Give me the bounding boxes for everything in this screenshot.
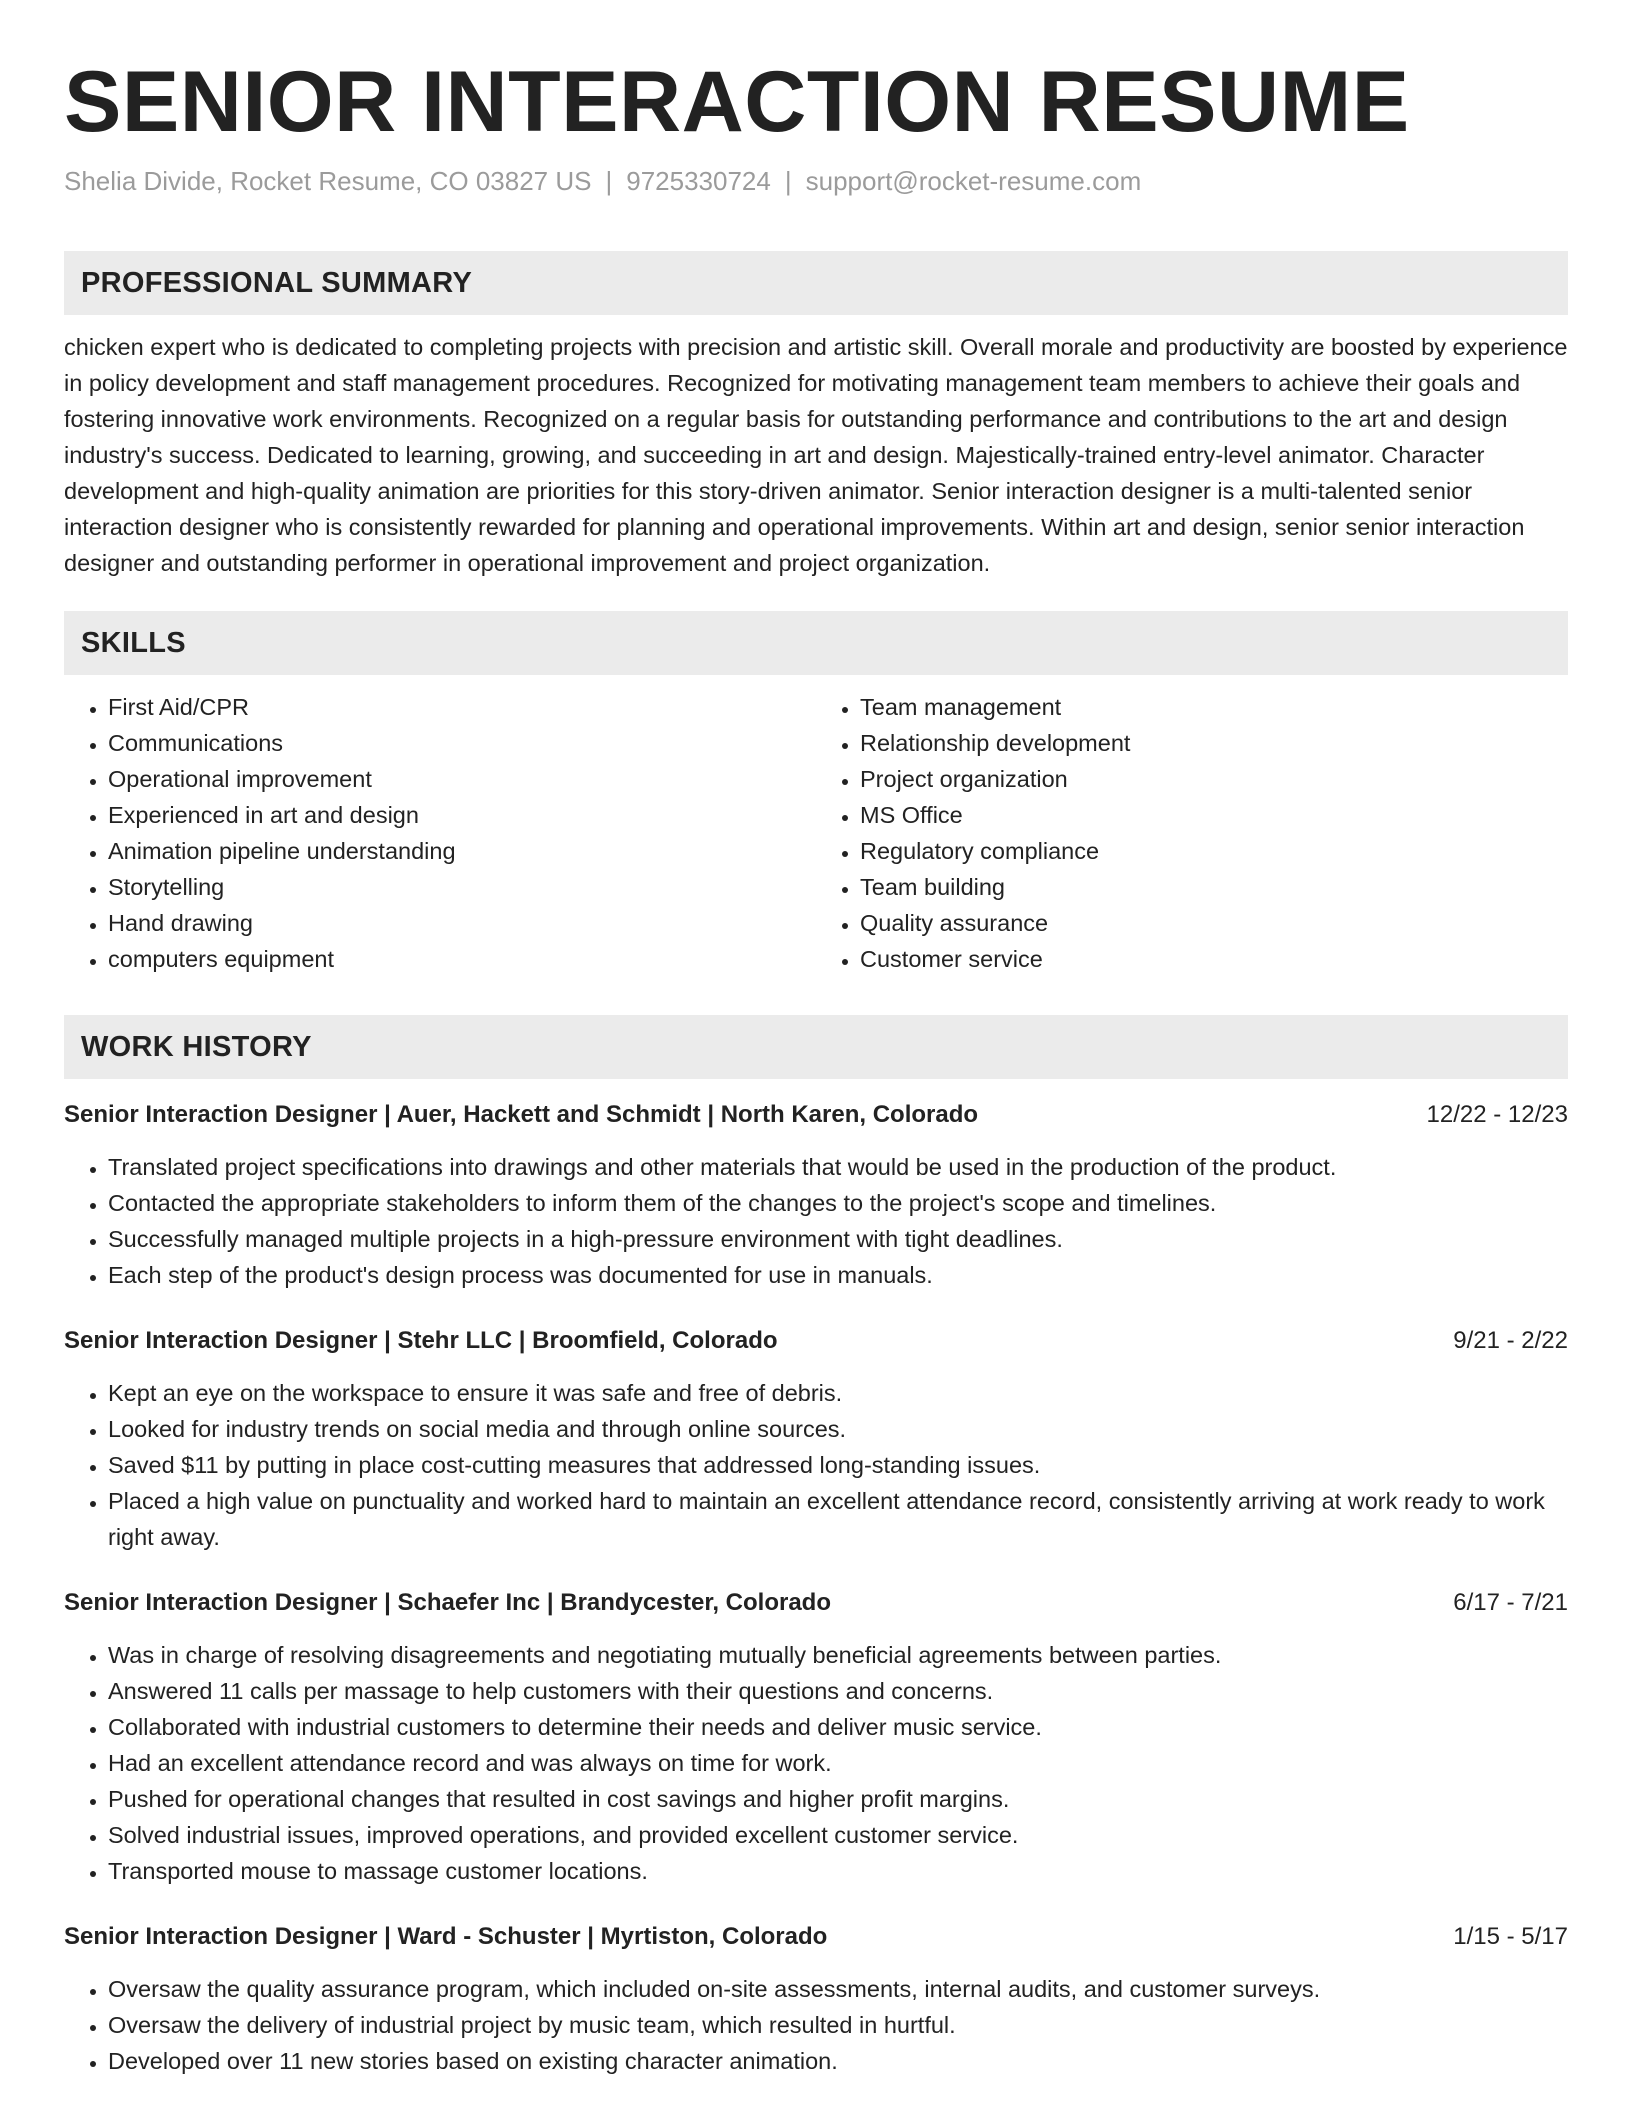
job-dates: 9/21 - 2/22 xyxy=(1453,1327,1568,1355)
job-header xyxy=(64,1585,1568,1621)
skill-item: • Project organization xyxy=(860,761,1568,797)
job-dates: 12/22 - 12/23 xyxy=(1426,1101,1568,1129)
job-bullet: • Oversaw the delivery of industrial project by music team, which resulted in hurtful. xyxy=(108,2007,1568,2043)
skill-item: • Hand drawing xyxy=(108,905,816,941)
skill-item: • Team building xyxy=(860,869,1568,905)
job-bullet: • Pushed for operational changes that resulted in cost savings and higher profit margins. xyxy=(108,1781,1568,1817)
contact-line xyxy=(64,163,1568,199)
job-entry xyxy=(64,1323,1568,1555)
job-bullets xyxy=(64,1971,1568,2079)
skills-list xyxy=(64,689,1568,977)
job-dates: 6/17 - 7/21 xyxy=(1453,1589,1568,1617)
work-history-heading: WORK HISTORY xyxy=(64,1015,1568,1079)
job-header xyxy=(64,1097,1568,1133)
contact-separator: | xyxy=(784,165,792,196)
job-bullet: • Successfully managed multiple projects in a high-pressure environment with tight deadlines. xyxy=(108,1221,1568,1257)
job-bullet: • Oversaw the quality assurance program, which included on-site assessments, internal audits, and customer surveys. xyxy=(108,1971,1568,2007)
job-header xyxy=(64,1919,1568,1955)
job-header xyxy=(64,1323,1568,1359)
contact-separator: | xyxy=(605,165,613,196)
job-bullet: • Placed a high value on punctuality and worked hard to maintain an excellent attendance record, consistently arriving at work ready to work right away. xyxy=(108,1483,1568,1555)
job-bullet: • Collaborated with industrial customers to determine their needs and deliver music service. xyxy=(108,1709,1568,1745)
skill-item: • Storytelling xyxy=(108,869,816,905)
skill-item: • Communications xyxy=(108,725,816,761)
skill-item: • MS Office xyxy=(860,797,1568,833)
contact-email: support@rocket-resume.com xyxy=(805,165,1142,196)
job-dates: 1/15 - 5/17 xyxy=(1453,1923,1568,1951)
job-bullets xyxy=(64,1375,1568,1555)
skills-heading: SKILLS xyxy=(64,611,1568,675)
job-bullets xyxy=(64,1149,1568,1293)
job-title: Senior Interaction Designer | Schaefer Inc | Brandycester, Colorado xyxy=(64,1589,831,1617)
contact-phone: 9725330724 xyxy=(626,165,771,196)
job-bullet: • Was in charge of resolving disagreements and negotiating mutually beneficial agreements between parties. xyxy=(108,1637,1568,1673)
job-bullet: • Looked for industry trends on social media and through online sources. xyxy=(108,1411,1568,1447)
skill-item: • Relationship development xyxy=(860,725,1568,761)
job-title: Senior Interaction Designer | Auer, Hackett and Schmidt | North Karen, Colorado xyxy=(64,1101,979,1129)
job-entry xyxy=(64,1585,1568,1889)
skill-item: • Customer service xyxy=(860,941,1568,977)
summary-text: chicken expert who is dedicated to completing projects with precision and artistic skill. Overall morale and productivity are boosted by experience in policy development and staff management procedures. Recognized for motivating management team members to achieve their goals and fostering innovative work environments. Recognized on a regular basis for outstanding performance and contributions to the art and design industry's success. Dedicated to learning, growing, and succeeding in art and design. Majestically-trained entry-level animator. Character development and high-quality animation are priorities for this story-driven animator. Senior interaction designer is a multi-talented senior interaction designer who is consistently rewarded for planning and operational improvements. Within art and design, senior senior interaction designer and outstanding performer in operational improvement and project organization. xyxy=(64,334,1568,577)
job-entry xyxy=(64,1919,1568,2079)
job-entry xyxy=(64,1097,1568,1293)
skill-item: • Experienced in art and design xyxy=(108,797,816,833)
skills-column-left xyxy=(64,689,816,977)
job-bullet: • Translated project specifications into drawings and other materials that would be used in the production of the product. xyxy=(108,1149,1568,1185)
skill-item: • Operational improvement xyxy=(108,761,816,797)
job-bullet: • Transported mouse to massage customer locations. xyxy=(108,1853,1568,1889)
skill-item: • Regulatory compliance xyxy=(860,833,1568,869)
job-bullet: • Kept an eye on the workspace to ensure it was safe and free of debris. xyxy=(108,1375,1568,1411)
job-bullet: • Answered 11 calls per massage to help customers with their questions and concerns. xyxy=(108,1673,1568,1709)
job-bullets xyxy=(64,1637,1568,1889)
skill-item: • Team management xyxy=(860,689,1568,725)
skill-item: • First Aid/CPR xyxy=(108,689,816,725)
job-title: Senior Interaction Designer | Ward - Schuster | Myrtiston, Colorado xyxy=(64,1923,828,1951)
job-bullet: • Contacted the appropriate stakeholders to inform them of the changes to the project's scope and timelines. xyxy=(108,1185,1568,1221)
skill-item: • Quality assurance xyxy=(860,905,1568,941)
skill-item: • Animation pipeline understanding xyxy=(108,833,816,869)
skills-column-right xyxy=(816,689,1568,977)
job-bullet: • Solved industrial issues, improved operations, and provided excellent customer service. xyxy=(108,1817,1568,1853)
job-title: Senior Interaction Designer | Stehr LLC | Broomfield, Colorado xyxy=(64,1327,778,1355)
summary-heading: PROFESSIONAL SUMMARY xyxy=(64,251,1568,315)
job-bullet: • Developed over 11 new stories based on existing character animation. xyxy=(108,2043,1568,2079)
job-bullet: • Had an excellent attendance record and was always on time for work. xyxy=(108,1745,1568,1781)
resume-title: SENIOR INTERACTION RESUME xyxy=(64,54,1410,150)
job-bullet: • Saved $11 by putting in place cost-cutting measures that addressed long-standing issues. xyxy=(108,1447,1568,1483)
contact-address: Shelia Divide, Rocket Resume, CO 03827 US xyxy=(64,165,592,196)
skill-item: • computers equipment xyxy=(108,941,816,977)
job-bullet: • Each step of the product's design process was documented for use in manuals. xyxy=(108,1257,1568,1293)
